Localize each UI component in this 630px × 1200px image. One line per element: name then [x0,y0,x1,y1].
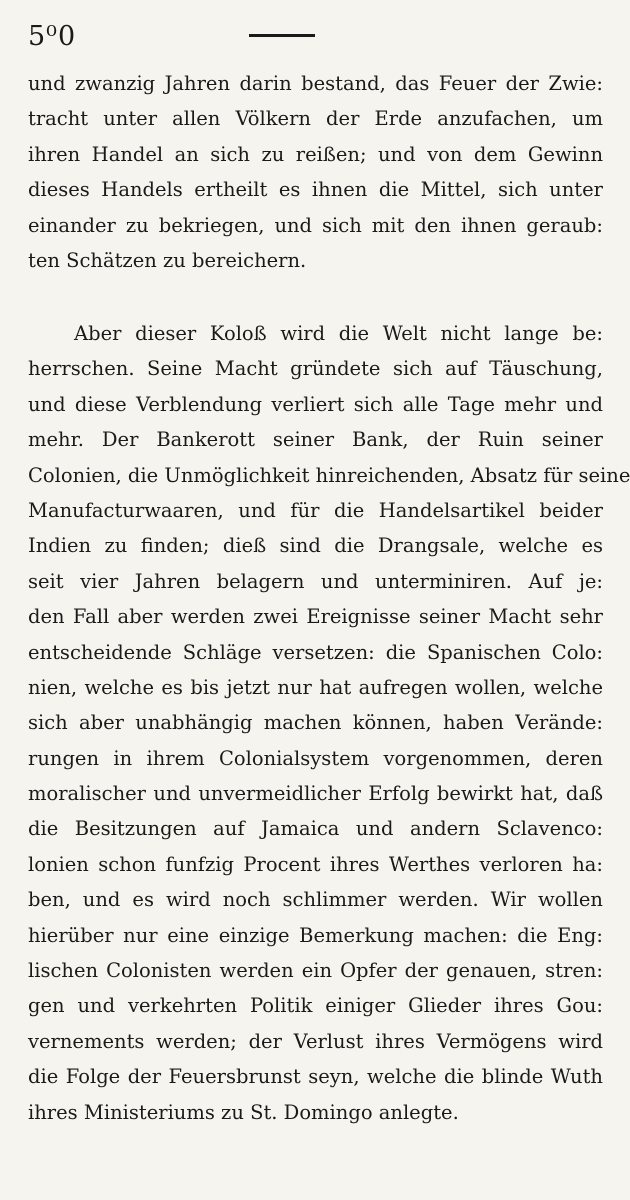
page-number: 5⁰0 [28,21,77,52]
text-line: die Folge der Feuersbrunst seyn, welche die blinde Wuth [28,1065,603,1089]
header-rule [249,34,315,37]
text-line: nien, welche es bis jetzt nur hat aufregen wollen, welche [28,675,603,699]
paragraph-1 [28,66,603,278]
text-line: und zwanzig Jahren darin bestand, das Feuer der Zwie: [28,72,603,95]
text-line: rungen in ihrem Colonialsystem vorgenommen, deren [28,746,603,770]
text-line: lischen Colonisten werden ein Opfer der genauen, stren: [28,959,603,983]
text-line: lonien schon funfzig Procent ihres Werthes verloren ha: [28,852,603,876]
text-line: Colonien, die Unmöglichkeit hinreichenden, Absatz für seine [28,463,630,487]
text-line: sich aber unabhängig machen können, haben Verände: [28,711,603,735]
text-line: die Besitzungen auf Jamaica und andern Sclavenco: [28,817,603,841]
text-line: gen und verkehrten Politik einiger Glieder ihres Gou: [28,994,603,1018]
text-line: dieses Handels ertheilt es ihnen die Mittel, sich unter [28,178,603,202]
text-line: hierüber nur eine einzige Bemerkung machen: die Eng: [28,923,603,947]
text-line: tracht unter allen Völkern der Erde anzufachen, um [28,107,603,131]
text-line: einander zu bekriegen, und sich mit den ihnen geraub: [28,213,603,237]
text-line: moralischer und unvermeidlicher Erfolg bewirkt hat, daß [28,782,603,806]
text-line: entscheidende Schläge versetzen: die Spanischen Colo: [28,640,603,664]
text-line: ten Schätzen zu bereichern. [28,248,307,272]
text-line: Manufacturwaaren, und für die Handelsartikel beider [28,498,603,522]
text-line: mehr. Der Bankerott seiner Bank, der Ruin seiner [28,428,603,452]
text-line: herrschen. Seine Macht gründete sich auf Täuschung, [28,357,603,381]
text-line: und diese Verblendung verliert sich alle Tage mehr und [28,392,603,416]
paragraph-2 [28,316,630,1130]
text-line: ben, und es wird noch schlimmer werden. Wir wollen [28,888,603,912]
text-line: Indien zu finden; dieß sind die Drangsale, welche es [28,534,603,558]
text-line: Aber dieser Koloß wird die Welt nicht lange be: [74,322,603,345]
text-line: ihres Ministeriums zu St. Domingo anlegte. [28,1100,459,1124]
text-line: ihren Handel an sich zu reißen; und von dem Gewinn [28,142,603,166]
text-line: vernements werden; der Verlust ihres Vermögens wird [28,1029,603,1053]
text-line: seit vier Jahren belagern und unterminiren. Auf je: [28,569,603,593]
text-line: den Fall aber werden zwei Ereignisse seiner Macht sehr [28,605,603,629]
